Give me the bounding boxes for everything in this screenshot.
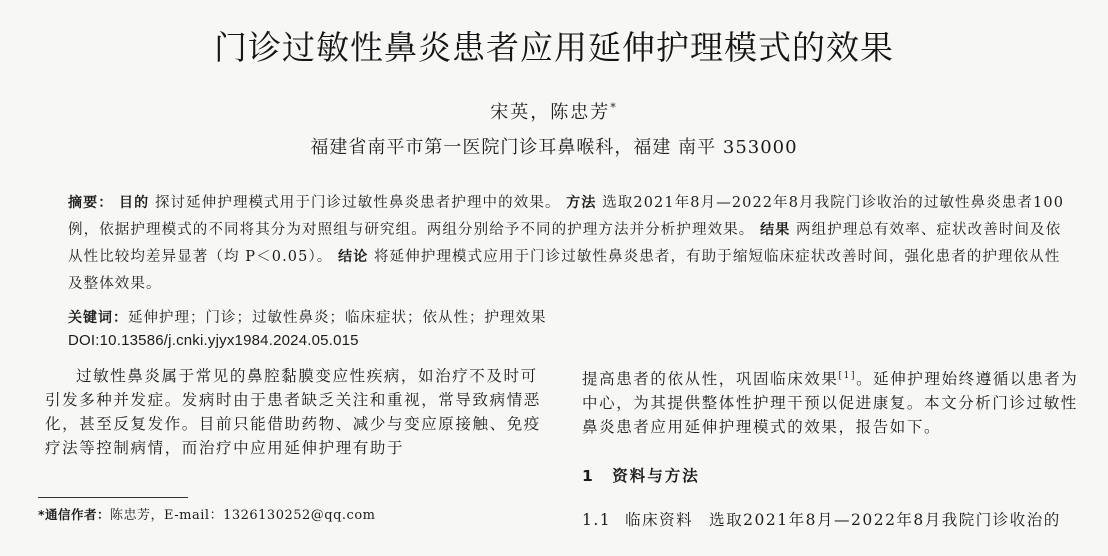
abstract-label: 摘要： <box>68 195 114 211</box>
result-text: 两组护理总有效率、症状改善时间及依从性比较均差异显著（均 P＜0.05）。 <box>68 222 1062 265</box>
conclusion-label: 结论 <box>338 249 369 265</box>
keywords-label: 关键词： <box>68 310 128 326</box>
section-1-1-title: 临床资料 <box>625 511 694 529</box>
footnote-label: *通信作者： <box>38 507 111 522</box>
method-text: 选取2021年8月—2022年8月我院门诊收治的过敏性鼻炎患者100例，依据护理模式的不同将其分为对照组与研究组。两组分别给予不同的护理方法并分析护理效果。 <box>68 195 1065 238</box>
body-right-text: 提高患者的依从性，巩固临床效果 <box>582 370 839 389</box>
objective-label: 目的 <box>119 195 150 211</box>
doi[interactable]: DOI:10.13586/j.cnki.yjyx1984.2024.05.015 <box>68 332 359 349</box>
corresponding-mark: * <box>610 101 618 114</box>
section-1-1-text: 选取2021年8月—2022年8月我院门诊收治的 <box>709 511 1061 529</box>
section-heading-1: 1 资料与方法 <box>582 467 700 485</box>
citation-ref[interactable]: [1] <box>838 371 857 381</box>
author-names: 宋英，陈忠芳 <box>490 102 611 123</box>
keywords <box>68 306 547 327</box>
abstract <box>68 190 1068 298</box>
body-right-text-cont: 。延伸护理始终遵循以患者为中心，为其提供整体性护理干预以促进康复。本文分析门诊过敏性鼻炎患者应用延伸护理模式的效果，报告如下。 <box>582 370 1079 437</box>
authors <box>0 98 1108 124</box>
footnote-text: 陈忠芳，E-mail：1326130252@qq.com <box>110 508 376 523</box>
body-right-column <box>582 364 1082 439</box>
footnote-divider <box>38 497 188 498</box>
conclusion-text: 将延伸护理模式应用于门诊过敏性鼻炎患者，有助于缩短临床症状改善时间，强化患者的护理依从性及整体效果。 <box>68 249 1061 292</box>
body-left-column: 过敏性鼻炎属于常见的鼻腔黏膜变应性疾病，如治疗不及时可引发多种并发症。发病时由于患者缺乏关注和重视，常导致病情恶化，甚至反复发作。目前只能借助药物、减少与变应原接触、免疫疗法等控制病情，而治疗中应用延伸护理有助于 <box>45 367 541 457</box>
paper-title: 门诊过敏性鼻炎患者应用延伸护理模式的效果 <box>214 28 894 67</box>
affiliation: 福建省南平市第一医院门诊耳鼻喉科，福建 南平 353000 <box>310 137 798 158</box>
footnote <box>38 504 375 523</box>
keywords-text: 延伸护理；门诊；过敏性鼻炎；临床症状；依从性；护理效果 <box>128 310 547 326</box>
section-1-1-number: 1.1 <box>582 511 612 529</box>
section-1-1 <box>582 508 1061 530</box>
result-label: 结果 <box>760 222 791 238</box>
method-label: 方法 <box>566 195 597 211</box>
objective-text: 探讨延伸护理模式用于门诊过敏性鼻炎患者护理中的效果。 <box>154 195 561 211</box>
